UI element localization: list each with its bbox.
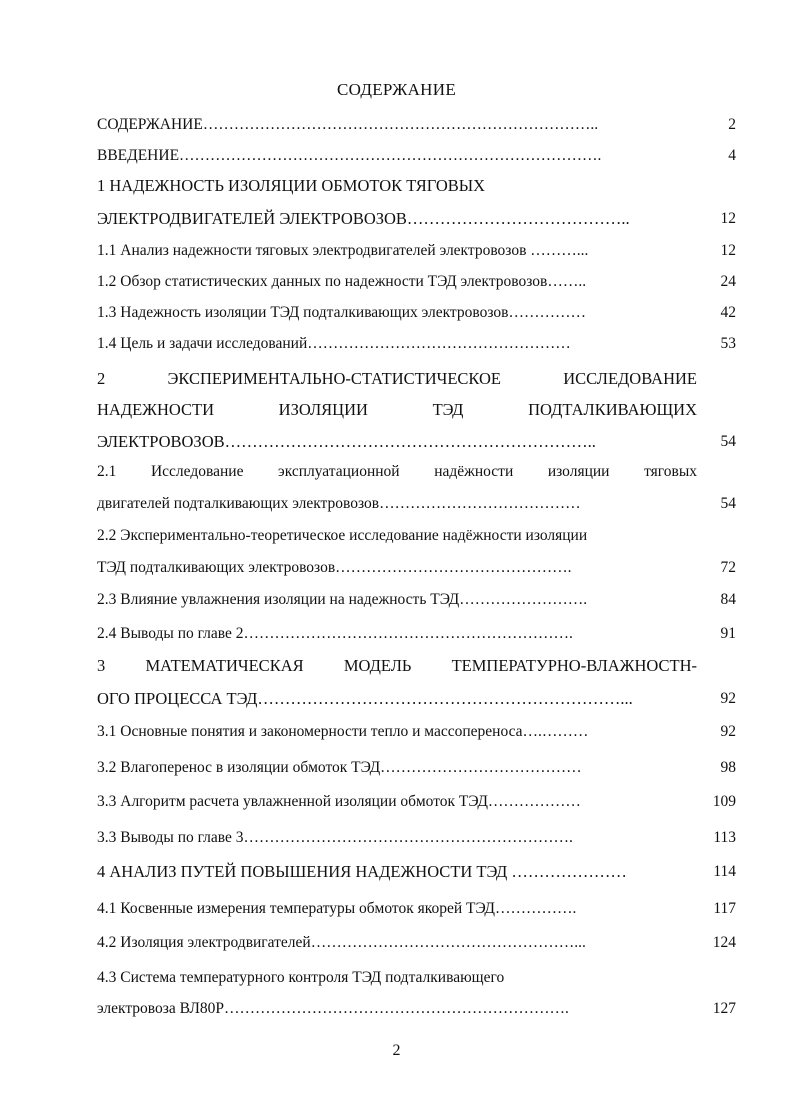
- toc-page-chapter4: 114: [713, 863, 736, 880]
- toc-page-1-1: 12: [720, 242, 736, 259]
- toc-entry-chapter3-line2: ОГО ПРОЦЕССА ТЭД…………………………………………………………...: [97, 689, 633, 708]
- toc-page-4-3: 127: [712, 1000, 736, 1017]
- toc-page-3-1: 92: [720, 723, 736, 740]
- toc-entry-2-1-line1: 2.1 Исследование эксплуатационной надёжности изоляции тяговых: [97, 463, 697, 480]
- toc-entry-chapter2-line1: 2 ЭКСПЕРИМЕНТАЛЬНО-СТАТИСТИЧЕСКОЕ ИССЛЕДОВАНИЕ: [97, 369, 697, 388]
- toc-entry-1-3: 1.3 Надежность изоляции ТЭД подталкивающих электровозов……………: [97, 304, 586, 321]
- toc-page-chapter3: 92: [720, 690, 736, 707]
- toc-entry-2-2-line1: 2.2 Экспериментально-теоретическое исследование надёжности изоляции: [97, 527, 588, 544]
- toc-entry-chapter4: 4 АНАЛИЗ ПУТЕЙ ПОВЫШЕНИЯ НАДЕЖНОСТИ ТЭД …………………: [97, 862, 627, 881]
- toc-entry-chapter2-line2: НАДЕЖНОСТИ ИЗОЛЯЦИИ ТЭД ПОДТАЛКИВАЮЩИХ: [97, 400, 697, 419]
- toc-page-3-2: 98: [720, 759, 736, 776]
- toc-entry-chapter1-line2: ЭЛЕКТРОДВИГАТЕЛЕЙ ЭЛЕКТРОВОЗОВ…………………………………..: [97, 209, 630, 228]
- toc-entry-chapter1-line1: 1 НАДЕЖНОСТЬ ИЗОЛЯЦИИ ОБМОТОК ТЯГОВЫХ: [97, 176, 486, 195]
- toc-page-contents: 2: [728, 116, 736, 133]
- toc-page-2-1: 54: [720, 495, 736, 512]
- page-number: 2: [392, 1042, 401, 1059]
- toc-page-4-1: 117: [713, 900, 736, 917]
- toc-entry-1-4: 1.4 Цель и задачи исследований……………………………………………: [97, 335, 571, 352]
- toc-title: СОДЕРЖАНИЕ: [336, 80, 457, 99]
- toc-entry-4-1: 4.1 Косвенные измерения температуры обмоток якорей ТЭД…………….: [97, 900, 577, 917]
- toc-page-2-2: 72: [720, 559, 736, 576]
- toc-entry-2-2-line2: ТЭД подталкивающих электровозов……………………………………….: [97, 559, 572, 576]
- toc-entry-3-2: 3.2 Влагоперенос в изоляции обмоток ТЭД…………………………………: [97, 759, 582, 776]
- toc-page-chapter2: 54: [720, 433, 736, 450]
- toc-entry-4-2: 4.2 Изоляция электродвигателей……………………………………………...: [97, 934, 586, 951]
- toc-page-3-3: 109: [712, 793, 736, 810]
- toc-entry-chapter3-line1: 3 МАТЕМАТИЧЕСКАЯ МОДЕЛЬ ТЕМПЕРАТУРНО-ВЛАЖНОСТН-: [97, 656, 697, 675]
- toc-page-3-3-conclusions: 113: [713, 829, 736, 846]
- toc-entry-introduction: ВВЕДЕНИЕ……………………………………………………………………….: [97, 147, 602, 164]
- toc-entry-3-1: 3.1 Основные понятия и закономерности тепло и массопереноса….………: [97, 723, 589, 740]
- toc-entry-contents: СОДЕРЖАНИЕ…………………………………………………………………..: [97, 116, 599, 133]
- toc-entry-2-3: 2.3 Влияние увлажнения изоляции на надежность ТЭД…………………….: [97, 591, 588, 608]
- toc-entry-1-2: 1.2 Обзор статистических данных по надежности ТЭД электровозов……..: [97, 273, 587, 290]
- toc-entry-2-1-line2: двигателей подталкивающих электровозов…………………………………: [97, 495, 581, 512]
- toc-entry-3-3-conclusions: 3.3 Выводы по главе 3……………………………………………………….: [97, 829, 573, 846]
- toc-page-introduction: 4: [728, 147, 736, 164]
- toc-entry-3-3: 3.3 Алгоритм расчета увлажненной изоляции обмоток ТЭД………………: [97, 793, 581, 810]
- toc-entry-4-3-line1: 4.3 Система температурного контроля ТЭД подталкивающего: [97, 969, 505, 986]
- toc-page-2-3: 84: [720, 591, 736, 608]
- toc-entry-1-1: 1.1 Анализ надежности тяговых электродвигателей электровозов ………...: [97, 242, 589, 259]
- toc-page-chapter1: 12: [720, 210, 736, 227]
- toc-entry-2-4: 2.4 Выводы по главе 2……………………………………………………….: [97, 625, 573, 642]
- toc-page-1-2: 24: [720, 273, 736, 290]
- toc-page-2-4: 91: [720, 625, 736, 642]
- toc-entry-chapter2-line3: ЭЛЕКТРОВОЗОВ…………………………………………………………..: [97, 432, 596, 451]
- toc-page-4-2: 124: [712, 934, 736, 951]
- toc-entry-4-3-line2: электровоза ВЛ80Р………………………………………………………….: [97, 1000, 569, 1017]
- toc-page-1-4: 53: [720, 335, 736, 352]
- toc-page-1-3: 42: [720, 304, 736, 321]
